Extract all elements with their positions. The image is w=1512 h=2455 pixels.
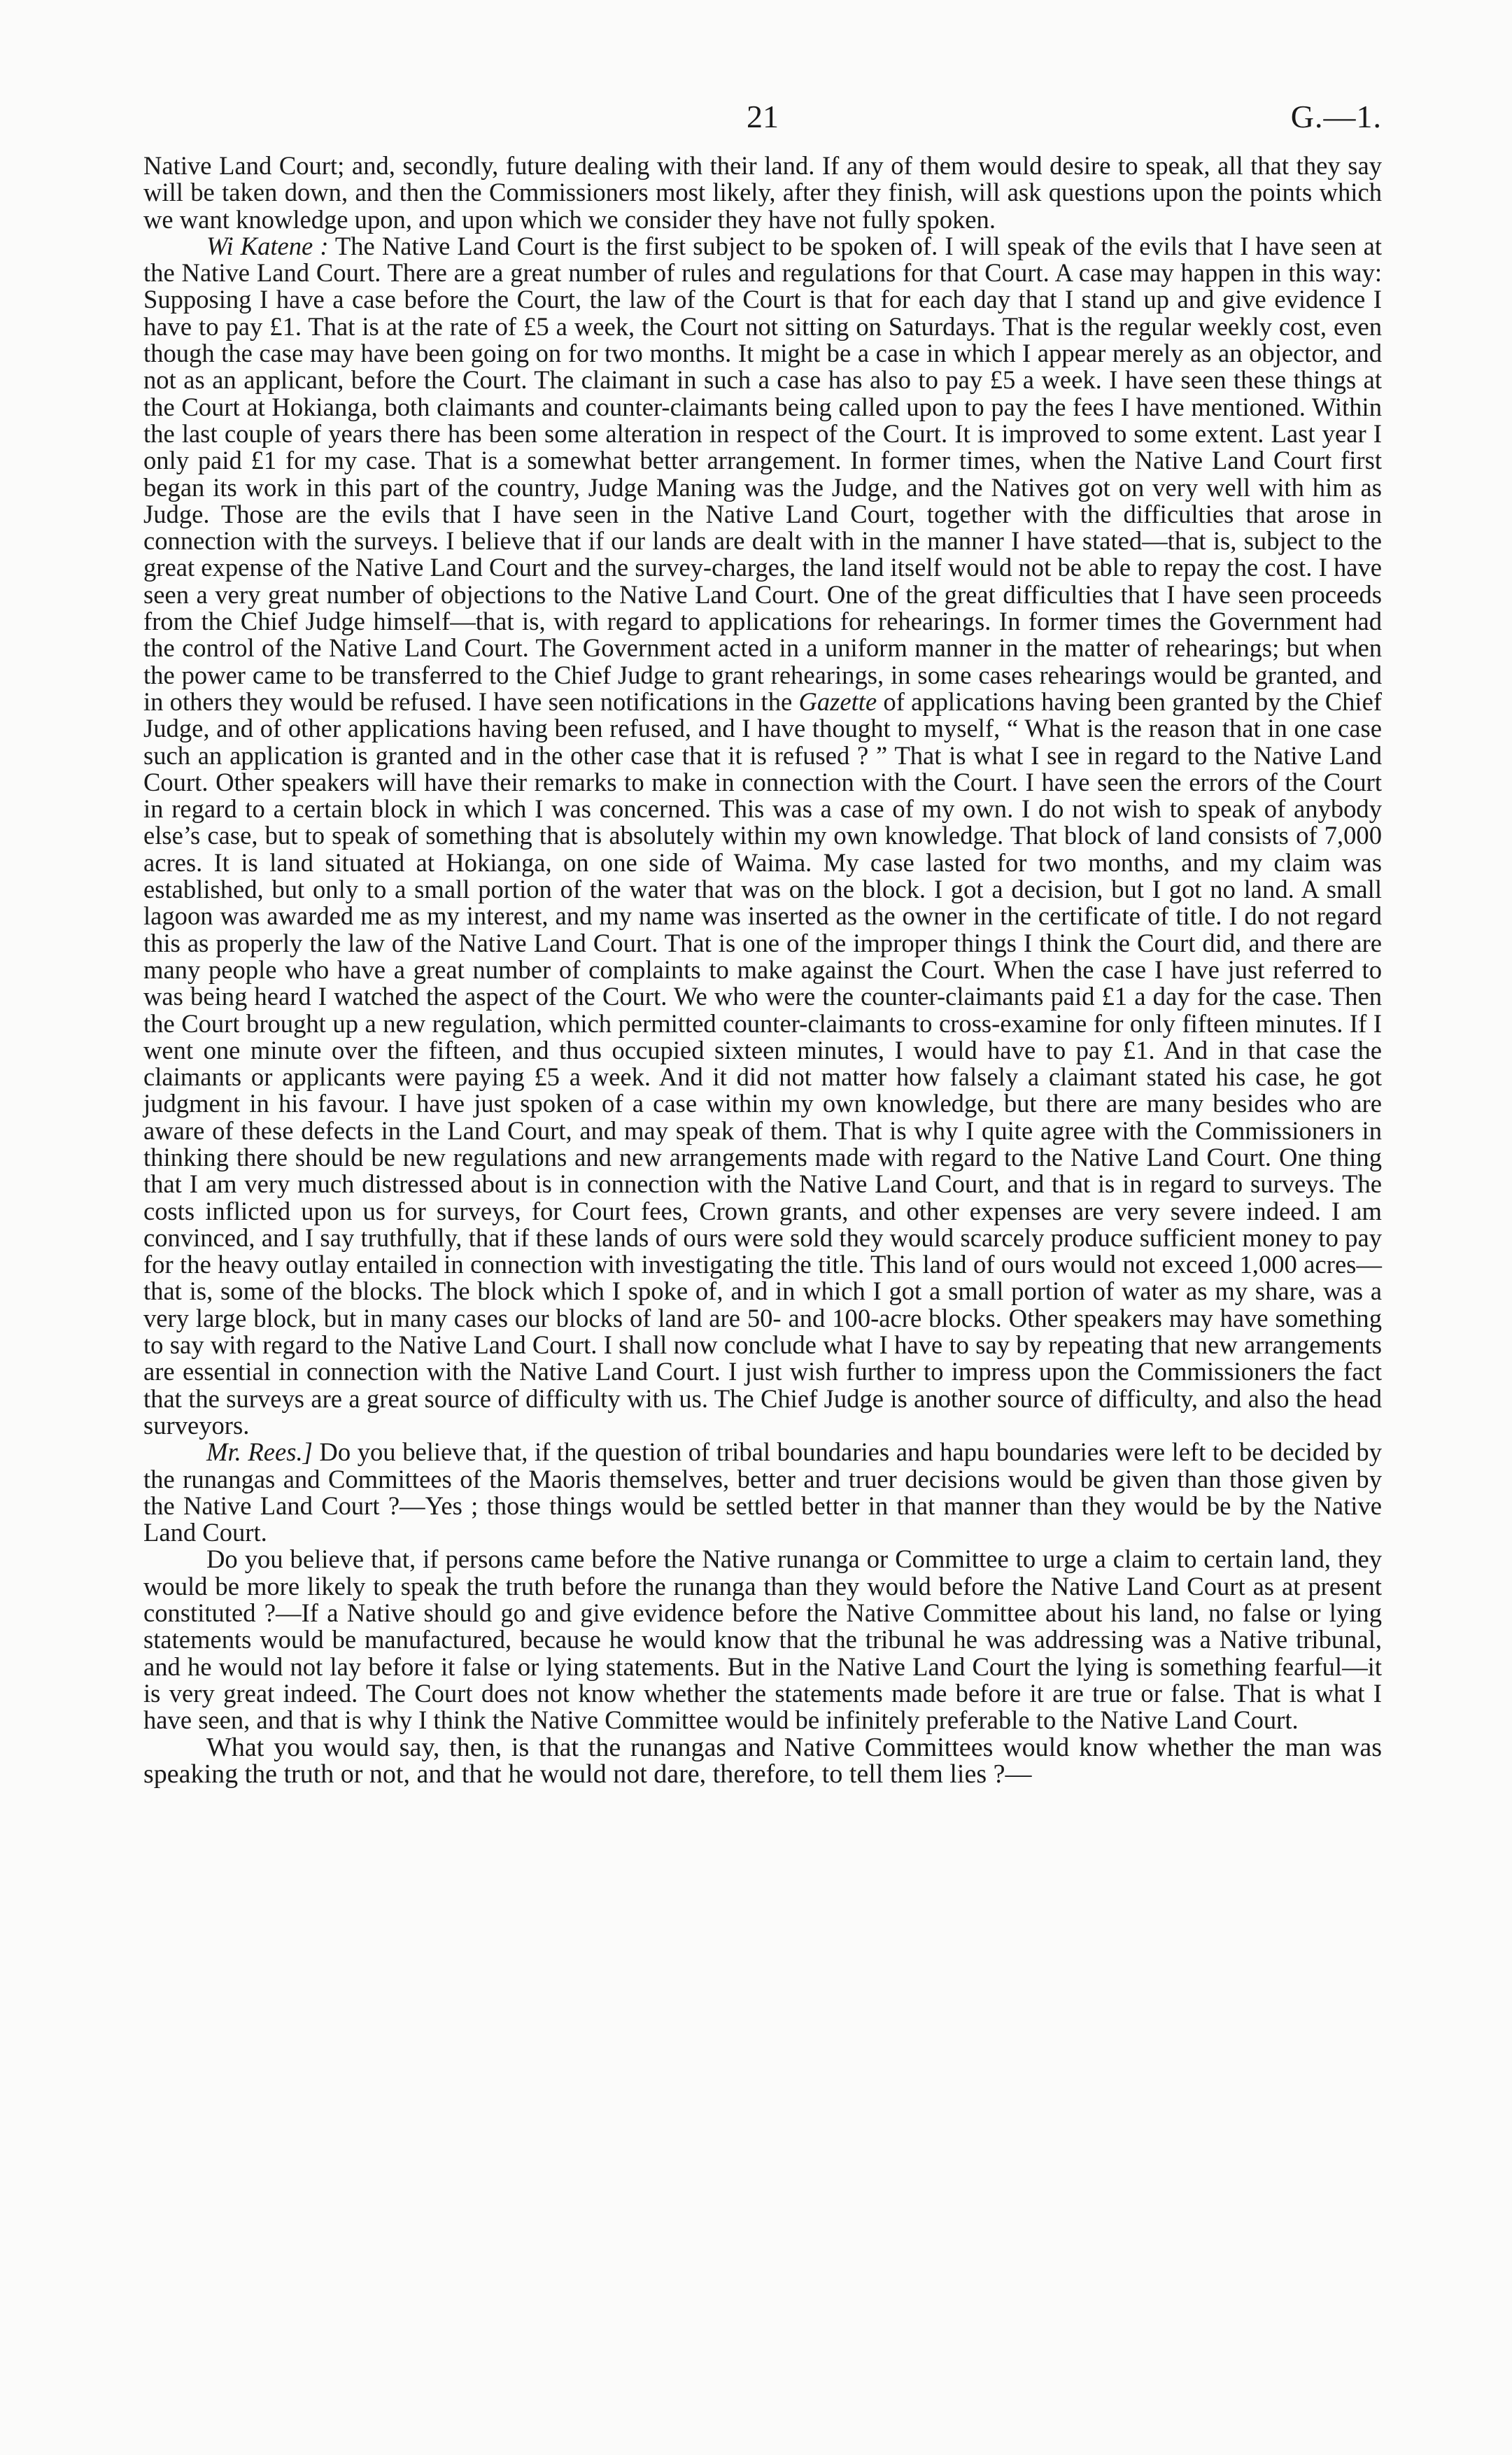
- paragraph-wi-katene: [143, 233, 1382, 1439]
- paragraph-text: The Native Land Court is the first subject to be spoken of. I will speak of the evils that I have seen at the Native Land Court. There are a great number of rules and regulations for that Court. A case may happen in this way: Supposing I have a case before the Court, the law of the Court is that for each day that I stand up and give evidence I have to pay £1. That is at the rate of £5 a week, the Court not sitting on Saturdays. That is the regular weekly cost, even though the case may have been going on for two months. It might be a case in which I appear merely as an objector, and not as an applicant, before the Court. The claimant in such a case has also to pay £5 a week. I have seen these things at the Court at Hokianga, both claimants and counter-claimants being called upon to pay the fees I have mentioned. Within the last couple of years there has been some alteration in respect of the Court. It is improved to some extent. Last year I only paid £1 for my case. That is a somewhat better arrangement. In former times, when the Native Land Court first began its work in this part of the country, Judge Maning was the Judge, and the Natives got on very well with him as Judge. Those are the evils that I have seen in the Native Land Court, together with the difficulties that arose in connection with the surveys. I believe that if our lands are dealt with in the manner I have stated—that is, subject to the great expense of the Native Land Court and the survey-charges, the land itself would not be able to repay the cost. I have seen a very great number of objections to the Native Land Court. One of the great difficulties that I have seen proceeds from the Chief Judge himself—that is, with regard to applications for rehearings. In former times the Government had the control of the Native Land Court. The Government acted in a uniform manner in the matter of rehearings; but when the power came to be transferred to the Chief Judge to grant rehearings, in some cases rehearings would be granted, and in others they would be refused. I have seen notifications in the: [143, 231, 1382, 716]
- body-text: [143, 153, 1382, 1787]
- paragraph-text-continued: of applications having been granted by the Chief Judge, and of other applications having been refused, and I have thought to myself, “ What is the reason that in one case such an application is granted and in the other case that it is refused ? ” That is what I see in regard to the Native Land Court. Other speakers will have their remarks to make in connection with the Court. I have seen the errors of the Court in regard to a certain block in which I was concerned. This was a case of my own. I do not wish to speak of anybody else’s case, but to speak of something that is absolutely within my own knowledge. That block of land consists of 7,000 acres. It is land situated at Hokianga, on one side of Waima. My case lasted for two months, and my claim was established, but only to a small portion of the water that was on the block. I got a decision, but I got no land. A small lagoon was awarded me as my interest, and my name was inserted as the owner in the certificate of title. I do not regard this as properly the law of the Native Land Court. That is one of the improper things I think the Court did, and there are many people who have a great number of complaints to make against the Court. When the case I have just referred to was being heard I watched the aspect of the Court. We who were the counter-claimants paid £1 a day for the case. Then the Court brought up a new regulation, which permitted counter-claimants to cross-examine for only fifteen minutes. If I went one minute over the fifteen, and thus occupied sixteen minutes, I would have to pay £1. And in that case the claimants or applicants were paying £5 a week. And it did not matter how falsely a claimant stated his case, he got judgment in his favour. I have just spoken of a case within my own knowledge, but there are many besides who are aware of these defects in the Land Court, and may speak of them. That is why I quite agree with the Commissioners in thinking there should be new regulations and new arrangements made with regard to the Native Land Court. One thing that I am very much distressed about is in connection with the Native Land Court, and that is in regard to surveys. The costs inflicted upon us for surveys, for Court fees, Crown grants, and other expenses are very severe indeed. I am convinced, and I say truthfully, that if these lands of ours were sold they would scarcely produce sufficient money to pay for the heavy outlay entailed in connection with investigating the title. This land of ours would not exceed 1,000 acres—that is, some of the blocks. The block which I spoke of, and in which I got a small portion of water as my share, was a very large block, but in many cases our blocks of land are 50- and 100-acre blocks. Other speakers may have something to say with regard to the Native Land Court. I shall now conclude what I have to say by repeating that new arrangements are essential in connection with the Native Land Court. I just wish further to impress upon the Commissioners the fact that the surveys are a great source of difficulty with us. The Chief Judge is another source of difficulty, and also the head surveyors.: [143, 687, 1383, 1440]
- page-header: [143, 98, 1382, 147]
- paragraph-text: Do you believe that, if the question of tribal boundaries and hapu boundaries were left to be decided by the runangas and Committees of the Maoris themselves, better and truer decisions would be given than those given by the Native Land Court ?—Yes ; those things would be settled better in that manner than they would be by the Native Land Court.: [143, 1437, 1382, 1547]
- gazette-title: Gazette: [798, 687, 877, 716]
- paragraph-question-lies: [143, 1734, 1382, 1788]
- paragraph-text: What you would say, then, is that the runangas and Native Committees would know whether the man was speaking the truth or not, and that he would not dare, therefore, to tell them lies ?—: [143, 1732, 1382, 1789]
- paragraph-intro: [143, 153, 1382, 233]
- paragraph-question-runanga: [143, 1546, 1382, 1733]
- speaker-name: Wi Katene :: [206, 231, 329, 260]
- paragraph-text: Do you believe that, if persons came before the Native runanga or Committee to urge a claim to certain land, they would be more likely to speak the truth before the runanga than they would before the Native Land Court as at present constituted ?—If a Native should go and give evidence before the Native Committee about his land, no false or lying statements would be manufactured, because he would know that the tribunal he was addressing was a Native tribunal, and he would not lay before it false or lying statements. But in the Native Land Court the lying is something fearful—it is very great indeed. The Court does not know whether the statements made before it are true or false. That is what I have seen, and that is why I think the Native Committee would be infinitely preferable to the Native Land Court.: [143, 1545, 1382, 1735]
- document-reference: G.—1.: [1290, 99, 1382, 134]
- paragraph-mr-rees: [143, 1439, 1382, 1546]
- speaker-name: Mr. Rees.]: [206, 1437, 313, 1467]
- paragraph-text: Native Land Court; and, secondly, future dealing with their land. If any of them would desire to speak, all that they say will be taken down, and then the Commissioners most likely, after they finish, will ask questions upon the points which we want knowledge upon, and upon which we consider they have not fully spoken.: [143, 151, 1382, 234]
- page-number: 21: [747, 99, 779, 134]
